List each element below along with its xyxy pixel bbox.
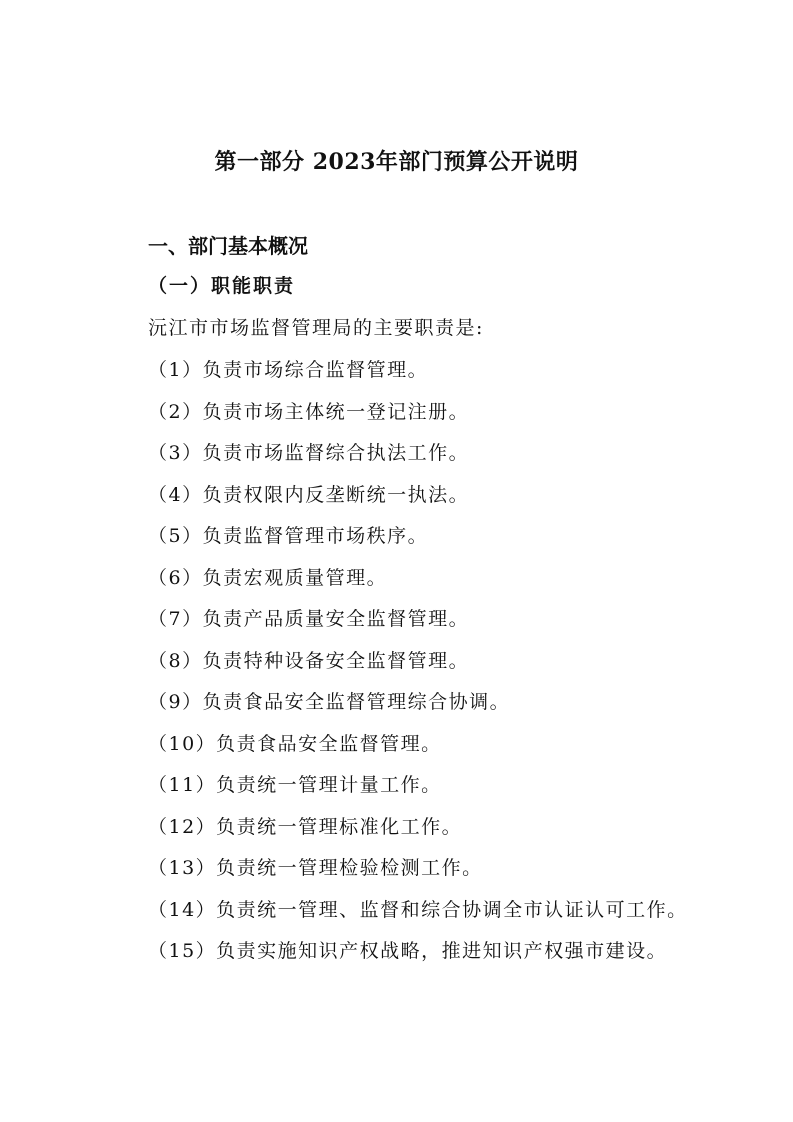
duty-item: （5）负责监督管理市场秩序。 [148, 525, 429, 547]
duty-item: （13）负责统一管理检验检测工作。 [148, 857, 483, 879]
duty-item: （10）负责食品安全监督管理。 [148, 732, 442, 755]
duty-item: （12）负责统一管理标准化工作。 [148, 815, 463, 838]
duty-item: （2）负责市场主体统一登记注册。 [148, 400, 470, 423]
duty-item: （9）负责食品安全监督管理综合协调。 [148, 691, 511, 713]
duty-item: （8）负责特种设备安全监督管理。 [148, 649, 470, 672]
section-heading: 一、部门基本概况 [148, 234, 308, 258]
duty-item: （4）负责权限内反垄断统一执法。 [148, 483, 470, 506]
duty-item: （11）负责统一管理计量工作。 [148, 774, 442, 796]
intro-paragraph: 沅江市市场监督管理局的主要职责是: [148, 317, 484, 339]
duty-item: （7）负责产品质量安全监督管理。 [148, 608, 470, 630]
duty-item: （15）负责实施知识产权战略，推进知识产权强市建设。 [148, 940, 668, 962]
duty-item: （14）负责统一管理、监督和综合协调全市认证认可工作。 [148, 898, 688, 921]
subsection-heading: （一）职能职责 [148, 275, 296, 297]
page-title: 第一部分 2023年部门预算公开说明 [214, 149, 579, 175]
duty-item: （3）负责市场监督综合执法工作。 [148, 442, 470, 464]
duty-item: （6）负责宏观质量管理。 [148, 566, 388, 589]
duty-item: （1）负责市场综合监督管理。 [148, 359, 429, 381]
duties-list [148, 356, 688, 979]
